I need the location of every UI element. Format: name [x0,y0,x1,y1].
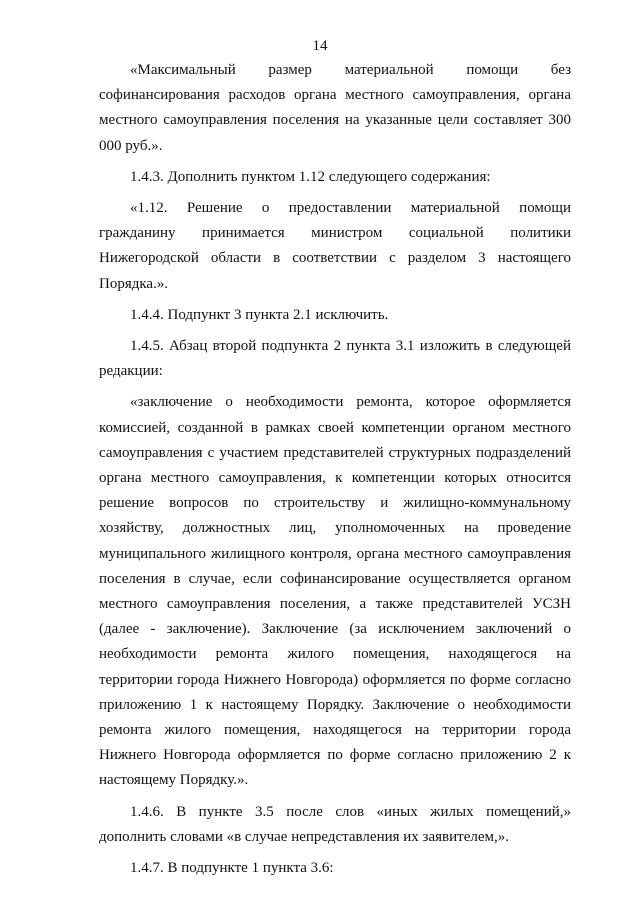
paragraph-1-12-quote: «1.12. Решение о предоставлении материальной помощи гражданину принимается министром социальной политики Нижегородской области в соответствии с разделом 3 настоящего Порядка.». [99,200,571,292]
paragraph-1-4-5: 1.4.5. Абзац второй подпункта 2 пункта 3.1 изложить в следующей редакции: [99,338,571,380]
paragraph-1-4-4: 1.4.4. Подпункт 3 пункта 2.1 исключить. [130,306,389,323]
document-body [99,58,571,881]
paragraph-1-4-6: 1.4.6. В пункте 3.5 после слов «иных жилых помещений,» дополнить словами «в случае непредставления их заявителем,». [99,803,571,845]
page-number: 14 [312,38,328,54]
paragraph-max-aid-amount: «Максимальный размер материальной помощи без софинансирования расходов органа местного самоуправления, органа местного самоуправления поселения на указанные цели составляет 300 000 руб.». [99,62,571,154]
paragraph-conclusion-quote: «заключение о необходимости ремонта, которое оформляется комиссией, созданной в рамках своей компетенции органом местного самоуправления с участием представителей структурных подразделений органа местного самоуправления, к компетенции которых относится решение вопросов по строительству и жилищно-коммунальному хозяйству, должностных лиц, уполномоченных на проведение муниципального жилищного контроля, органа местного самоуправления поселения в случае, если софинансирование осуществляется органом местного самоуправления поселения, а также представителей УСЗН (далее - заключение). Заключение (за исключением заключений о необходимости ремонта жилого помещения, находящегося на территории города Нижнего Новгорода) оформляется по форме согласно приложению 1 к настоящему Порядку. Заключение о необходимости ремонта жилого помещения, находящегося на территории города Нижнего Новгорода оформляется по форме согласно приложению 2 к настоящему Порядку.». [99,394,571,789]
paragraph-1-4-7: 1.4.7. В подпункте 1 пункта 3.6: [130,860,334,877]
paragraph-1-4-3: 1.4.3. Дополнить пунктом 1.12 следующего содержания: [130,168,491,185]
